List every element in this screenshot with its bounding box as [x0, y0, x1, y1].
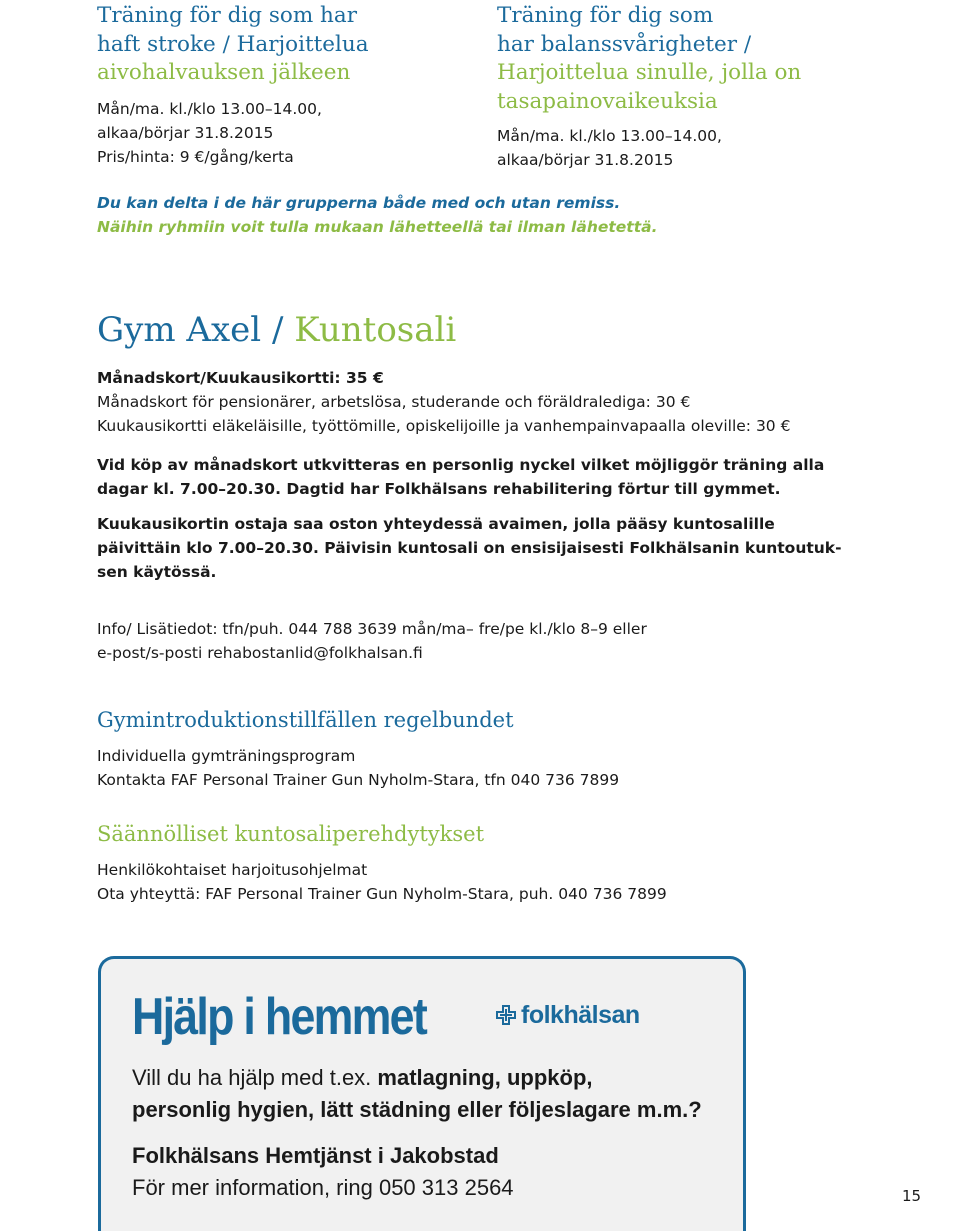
meta-line: alkaa/börjar 31.8.2015 [497, 151, 674, 169]
contact-email[interactable]: e-post/s-posti rehabostanlid@folkhalsan.fi [97, 644, 423, 662]
balance-training-title [497, 2, 937, 116]
key-info-line: sen käytössä. [97, 563, 217, 581]
meta-line: Mån/ma. kl./klo 13.00–14.00, [97, 99, 322, 118]
price-sv: Månadskort för pensionärer, arbetslösa, studerande och föräldralediga: 30 € [97, 393, 691, 411]
title-line: har balanssvårigheter / [497, 31, 752, 57]
gym-title-fi: Kuntosali [294, 310, 457, 350]
intro-line: Kontakta FAF Personal Trainer Gun Nyholm-Stara, tfn 040 736 7899 [97, 771, 620, 789]
stroke-training-section [97, 2, 477, 169]
meta-line: Pris/hinta: 9 €/gång/kerta [97, 147, 294, 166]
gym-intro-sv [97, 744, 917, 792]
gym-title [97, 308, 456, 352]
key-info-line: päivittäin klo 7.00–20.30. Päivisin kuntosali on ensisijaisesti Folkhälsanin kuntoutuk- [97, 539, 842, 557]
logo-text: folkhälsan [521, 1001, 640, 1029]
title-line: Träning för dig som [497, 3, 714, 28]
intro-line: Henkilökohtaiset harjoitusohjelmat [97, 861, 368, 879]
intro-line: Individuella gymträningsprogram [97, 747, 356, 765]
contact-phone: Info/ Lisätiedot: tfn/puh. 044 788 3639 mån/ma– fre/pe kl./klo 8–9 eller [97, 620, 647, 638]
gym-intro-sv-title: Gymintroduktionstillfällen regelbundet [97, 708, 514, 732]
key-info-line: Vid köp av månadskort utkvitteras en personlig nyckel vilket möjliggör träning alla [97, 456, 825, 474]
folkhalsan-logo [496, 1000, 640, 1030]
referral-note-fi: Näihin ryhmiin voit tulla mukaan lähetteellä tai ilman lähetettä. [97, 218, 658, 236]
key-info-line: dagar kl. 7.00–20.30. Dagtid har Folkhälsans rehabilitering förtur till gymmet. [97, 480, 781, 498]
intro-line: Ota yhteyttä: FAF Personal Trainer Gun Nyholm-Stara, puh. 040 736 7899 [97, 885, 667, 903]
title-line: tasapainovaikeuksia [497, 88, 718, 114]
gym-title-sv: Gym Axel / [97, 310, 295, 350]
stroke-training-meta [97, 97, 477, 169]
key-info-fi [97, 512, 857, 584]
ad-offer-prefix: Vill du ha hjälp med t.ex. [132, 1065, 378, 1090]
ad-offer [132, 1062, 702, 1126]
key-info-sv [97, 453, 857, 501]
meta-line: Mån/ma. kl./klo 13.00–14.00, [497, 127, 722, 145]
stroke-training-title [97, 2, 477, 88]
ad-service-name: Folkhälsans Hemtjänst i Jakobstad [132, 1143, 499, 1168]
key-info-line: Kuukausikortin ostaja saa oston yhteydessä avaimen, jolla pääsy kuntosalille [97, 515, 775, 533]
ad-offer-bold-2: personlig hygien, lätt städning eller följeslagare m.m.? [132, 1097, 702, 1122]
referral-note [97, 191, 917, 239]
ad-service-info: För mer information, ring 050 313 2564 [132, 1175, 514, 1200]
ad-service [132, 1140, 514, 1204]
price-main: Månadskort/Kuukausikortti: 35 € [97, 369, 384, 387]
gym-prices [97, 366, 917, 438]
balance-training-section [497, 2, 937, 172]
referral-note-sv: Du kan delta i de här grupperna både med och utan remiss. [97, 194, 621, 212]
title-line: aivohalvauksen jälkeen [97, 60, 351, 85]
title-line: Träning för dig som har [97, 3, 357, 28]
balance-training-meta [497, 124, 937, 172]
meta-line: alkaa/börjar 31.8.2015 [97, 123, 274, 142]
gym-contact [97, 617, 917, 665]
page-number: 15 [902, 1187, 922, 1205]
gym-intro-fi-title: Säännölliset kuntosaliperehdytykset [97, 822, 485, 846]
title-line: Harjoittelua sinulle, jolla on [497, 60, 802, 85]
gym-intro-fi [97, 858, 917, 906]
folkhalsan-cross-icon [496, 1005, 516, 1025]
title-line: haft stroke / Harjoittelua [97, 31, 369, 57]
price-fi: Kuukausikortti eläkeläisille, työttömille, opiskelijoille ja vanhempainvapaalla oleville: 30 € [97, 417, 791, 435]
ad-offer-bold-1: matlagning, uppköp, [377, 1065, 593, 1090]
ad-heading: Hjälp i hemmet [132, 988, 427, 1046]
